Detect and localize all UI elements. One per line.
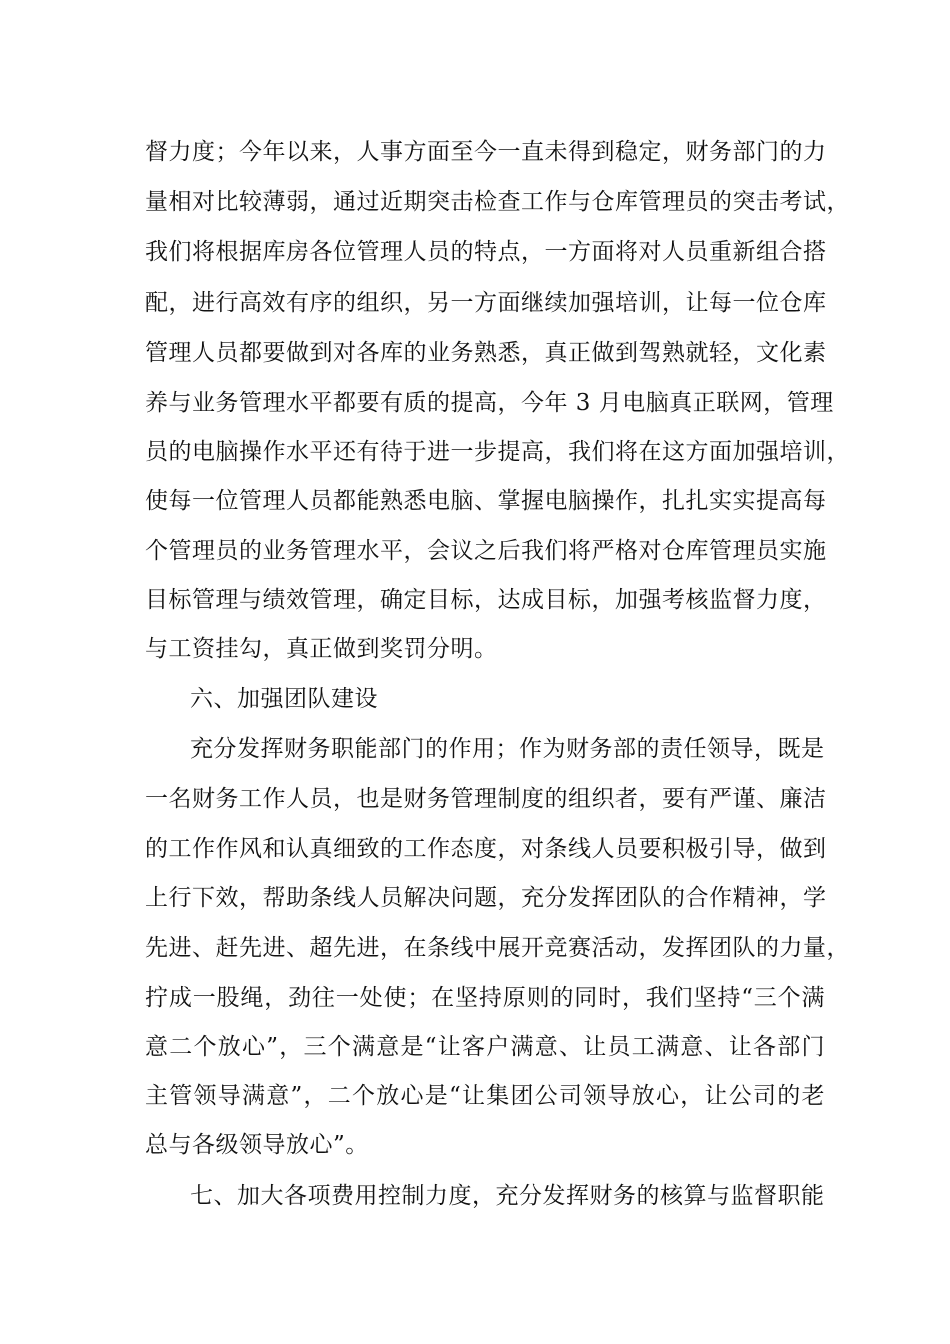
paragraph-line: 我们将根据库房各位管理人员的特点，一方面将对人员重新组合搭 (145, 239, 827, 265)
paragraph-line: 使每一位管理人员都能熟悉电脑、掌握电脑操作，扎扎实实提高每 (145, 488, 827, 514)
paragraph-line: 主管领导满意”，二个放心是“让集团公司领导放心，让公司的老 (145, 1083, 825, 1109)
paragraph-line: 配，进行高效有序的组织，另一方面继续加强培训，让每一位仓库 (145, 290, 827, 316)
paragraph-line: 的工作作风和认真细致的工作态度，对条线人员要积极引导，做到 (145, 836, 827, 862)
paragraph-line: 意二个放心”，三个满意是“让客户满意、让员工满意、让各部门 (145, 1034, 825, 1060)
paragraph-line: 员的电脑操作水平还有待于进一步提高，我们将在这方面加强培训， (145, 439, 850, 465)
paragraph-line: 上行下效，帮助条线人员解决问题，充分发挥团队的合作精神，学 (145, 885, 827, 911)
paragraph-line: 量相对比较薄弱，通过近期突击检查工作与仓库管理员的突击考试， (145, 189, 850, 215)
paragraph-line: 一名财务工作人员，也是财务管理制度的组织者，要有严谨、廉洁 (145, 786, 827, 812)
paragraph-line: 管理人员都要做到对各库的业务熟悉，真正做到驾熟就轻，文化素 (145, 340, 827, 366)
section-heading: 七、加大各项费用控制力度，充分发挥财务的核算与监督职能 (190, 1183, 825, 1209)
paragraph-line: 养与业务管理水平都要有质的提高，今年 3 月电脑真正联网，管理 (145, 390, 834, 416)
paragraph-line: 先进、赶先进、超先进，在条线中展开竞赛活动，发挥团队的力量， (145, 935, 850, 961)
paragraph-line: 拧成一股绳，劲往一处使；在坚持原则的同时，我们坚持“三个满 (145, 985, 825, 1011)
paragraph-line: 目标管理与绩效管理，确定目标，达成目标，加强考核监督力度， (145, 587, 827, 613)
paragraph-line: 总与各级领导放心”。 (145, 1132, 369, 1158)
paragraph-line: 与工资挂勾，真正做到奖罚分明。 (145, 636, 498, 662)
paragraph-line: 充分发挥财务职能部门的作用；作为财务部的责任领导，既是 (190, 736, 825, 762)
paragraph-line: 个管理员的业务管理水平，会议之后我们将严格对仓库管理员实施 (145, 538, 827, 564)
paragraph-line: 督力度；今年以来，人事方面至今一直未得到稳定，财务部门的力 (145, 139, 827, 165)
section-heading: 六、加强团队建设 (190, 686, 378, 712)
